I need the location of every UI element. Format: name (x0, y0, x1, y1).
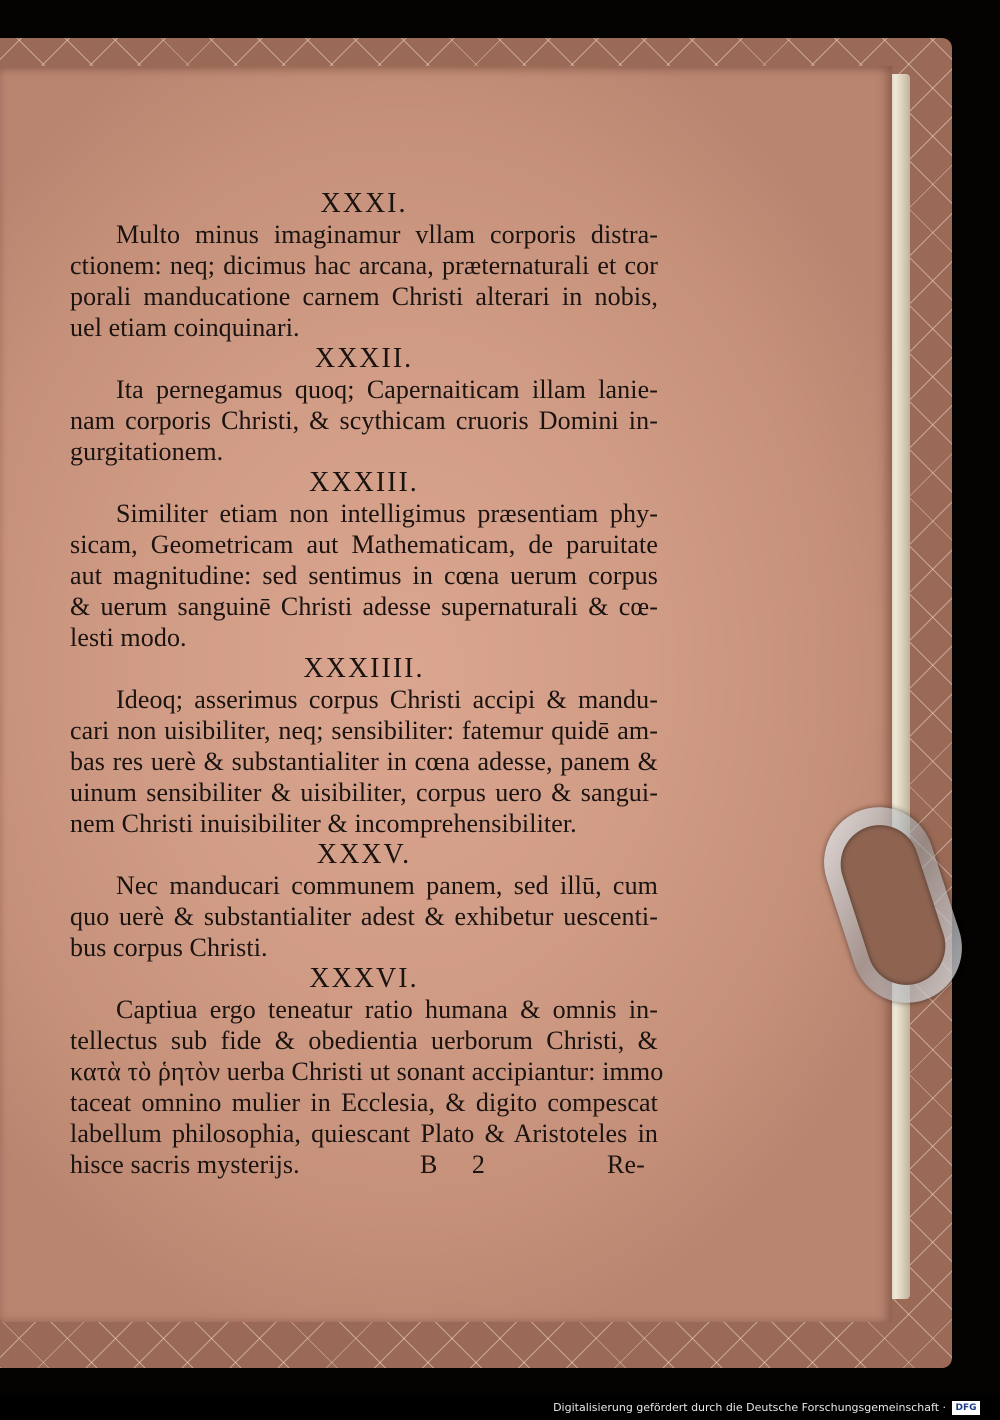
text-line: uel etiam coinquinari. (70, 313, 300, 342)
section-numeral: XXXIIII. (303, 653, 425, 684)
credit-bar (0, 1396, 1000, 1420)
text-line: Captiua ergo teneatur ratio humana & omnis in- (116, 995, 658, 1024)
credit-text: Digitalisierung gefördert durch die Deutsche Forschungsgemeinschaft · (553, 1401, 946, 1414)
text-line: Similiter etiam non intelligimus præsentiam phy- (116, 499, 658, 528)
text-line: ctionem: neq; dicimus hac arcana, præternaturali et cor (70, 251, 658, 280)
section-numeral: XXXV. (316, 839, 412, 870)
text-line: taceat omnino mulier in Ecclesia, & digito compescat (70, 1088, 658, 1117)
text-line: nam corporis Christi, & scythicam cruoris Domini in- (70, 406, 658, 435)
section-numeral: XXXVI. (309, 963, 419, 994)
text-line: labellum philosophia, quiescant Plato & Aristoteles in (70, 1119, 658, 1148)
catchword: Re- (607, 1150, 645, 1179)
text-line: Multo minus imaginamur vllam corporis distra- (116, 220, 658, 249)
text-line: bus corpus Christi. (70, 933, 268, 962)
signature-mark: B 2 (420, 1150, 499, 1179)
text-line: cari non uisibiliter, neq; sensibiliter: fatemur quidē am- (70, 716, 658, 745)
text-line: sicam, Geometricam aut Mathematicam, de paruitate (70, 530, 658, 559)
text-line: quo uerè & substantialiter adest & exhibetur uescenti- (70, 902, 658, 931)
text-line: Ita pernegamus quoq; Capernaiticam illam lanie- (116, 375, 658, 404)
section-numeral: XXXIII. (309, 467, 419, 498)
text-line: bas res uerè & substantialiter in cœna adesse, panem & (70, 747, 658, 776)
last-text-line: hisce sacris mysterijs. (70, 1150, 300, 1179)
text-line: Nec manducari communem panem, sed illū, cum (116, 871, 658, 900)
dfg-logo: DFG (952, 1401, 980, 1415)
text-line: κατὰ τὸ ῥητὸν uerba Christi ut sonant accipiantur: immo (70, 1057, 664, 1086)
text-line: Ideoq; asserimus corpus Christi accipi & mandu- (116, 685, 658, 714)
text-line: & uerum sanguinē Christi adesse supernaturali & cœ- (70, 592, 658, 621)
section-numeral: XXXII. (314, 343, 414, 374)
text-line: tellectus sub fide & obedientia uerborum Christi, & (70, 1026, 658, 1055)
text-line: gurgitationem. (70, 437, 224, 466)
section-numeral: XXXI. (320, 188, 408, 219)
text-line: lesti modo. (70, 623, 187, 652)
text-line: aut magnitudine: sed sentimus in cœna uerum corpus (70, 561, 658, 590)
page-footer (70, 1149, 658, 1180)
page-text (70, 188, 664, 1180)
text-line: nem Christi inuisibiliter & incomprehensibiliter. (70, 809, 577, 838)
text-line: uinum sensibiliter & uisibiliter, corpus uero & sangui- (70, 778, 658, 807)
text-line: porali manducatione carnem Christi alterari in nobis, (70, 282, 658, 311)
